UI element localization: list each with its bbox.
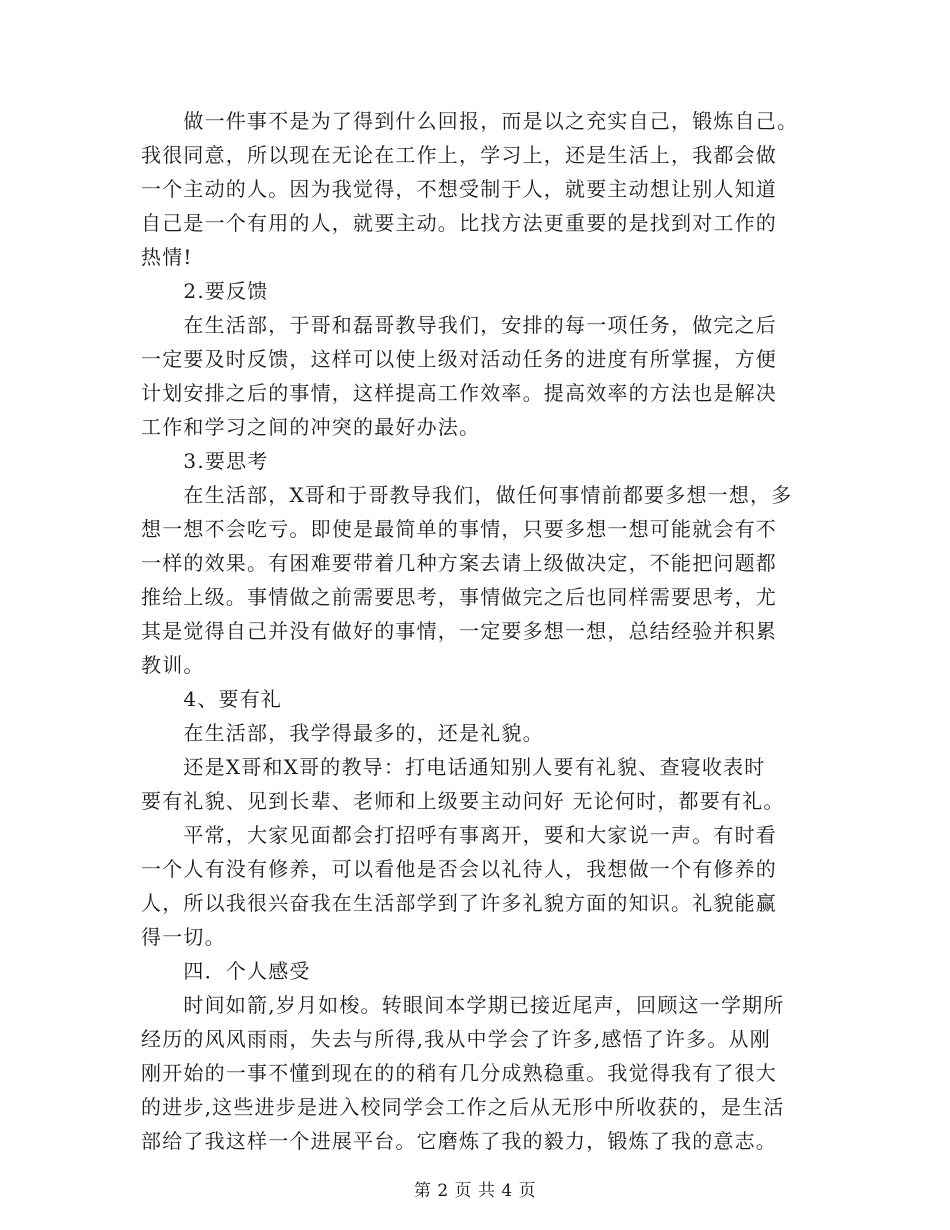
text-line: 得一切。: [141, 925, 226, 949]
text-line: 想一想不会吃亏。即使是最简单的事情，只要多想一想可能就会有不: [141, 517, 777, 541]
text-line: 经历的风风雨雨，失去与所得,我从中学会了许多,感悟了许多。从刚: [141, 1027, 771, 1051]
section-heading: 3.要思考: [141, 449, 269, 473]
text-line: 在生活部，X哥和于哥教导我们，做任何事情前都要多想一想，多: [141, 483, 793, 507]
text-line: 人，所以我很兴奋我在生活部学到了许多礼貌方面的知识。礼貌能赢: [141, 891, 777, 915]
text-line: 自己是一个有用的人，就要主动。比找方法更重要的是找到对工作的: [141, 211, 777, 235]
text-line: 还是X哥和X哥的教导：打电话通知别人要有礼貌、查寝收表时: [141, 755, 766, 779]
text-line: 的进步,这些进步是进入校同学会工作之后从无形中所收获的，是生活: [141, 1095, 785, 1119]
text-line: 时间如箭,岁月如梭。转眼间本学期已接近尾声，回顾这一学期所: [141, 993, 785, 1017]
text-line: 教训。: [141, 653, 205, 677]
text-line: 在生活部，于哥和磊哥教导我们，安排的每一项任务，做完之后: [141, 313, 777, 337]
text-line: 其是觉得自己并没有做好的事情，一定要多想一想，总结经验并积累: [141, 619, 777, 643]
text-line: 热情!: [141, 245, 193, 269]
text-line: 一个主动的人。因为我觉得，不想受制于人，就要主动想让别人知道: [141, 177, 777, 201]
text-line: 一定要及时反馈，这样可以使上级对活动任务的进度有所掌握，方便: [141, 347, 777, 371]
text-line: 一样的效果。有困难要带着几种方案去请上级做决定，不能把问题都: [141, 551, 777, 575]
text-line: 要有礼貌、见到长辈、老师和上级要主动问好 无论何时，都要有礼。: [141, 789, 785, 813]
text-line: 我很同意，所以现在无论在工作上，学习上，还是生活上，我都会做: [141, 143, 777, 167]
page-footer: 第 2 页 共 4 页: [413, 1181, 537, 1201]
text-line: 工作和学习之间的冲突的最好办法。: [141, 415, 481, 439]
text-line: 刚开始的一事不懂到现在的的稍有几分成熟稳重。我觉得我有了很大: [141, 1061, 777, 1085]
text-line: 做一件事不是为了得到什么回报，而是以之充实自己，锻炼自己。: [141, 109, 799, 133]
text-line: 在生活部，我学得最多的，还是礼貌。: [141, 721, 544, 745]
section-heading: 四．个人感受: [141, 959, 311, 983]
text-line: 推给上级。事情做之前需要思考，事情做完之后也同样需要思考，尤: [141, 585, 777, 609]
text-line: 一个人有没有修养，可以看他是否会以礼待人，我想做一个有修养的: [141, 857, 777, 881]
text-line: 部给了我这样一个进展平台。它磨炼了我的毅力，锻炼了我的意志。: [141, 1129, 777, 1153]
text-line: 平常，大家见面都会打招呼有事离开，要和大家说一声。有时看: [141, 823, 777, 847]
section-heading: 2.要反馈: [141, 279, 269, 303]
text-line: 计划安排之后的事情，这样提高工作效率。提高效率的方法也是解决: [141, 381, 777, 405]
section-heading: 4、要有礼: [141, 687, 283, 711]
